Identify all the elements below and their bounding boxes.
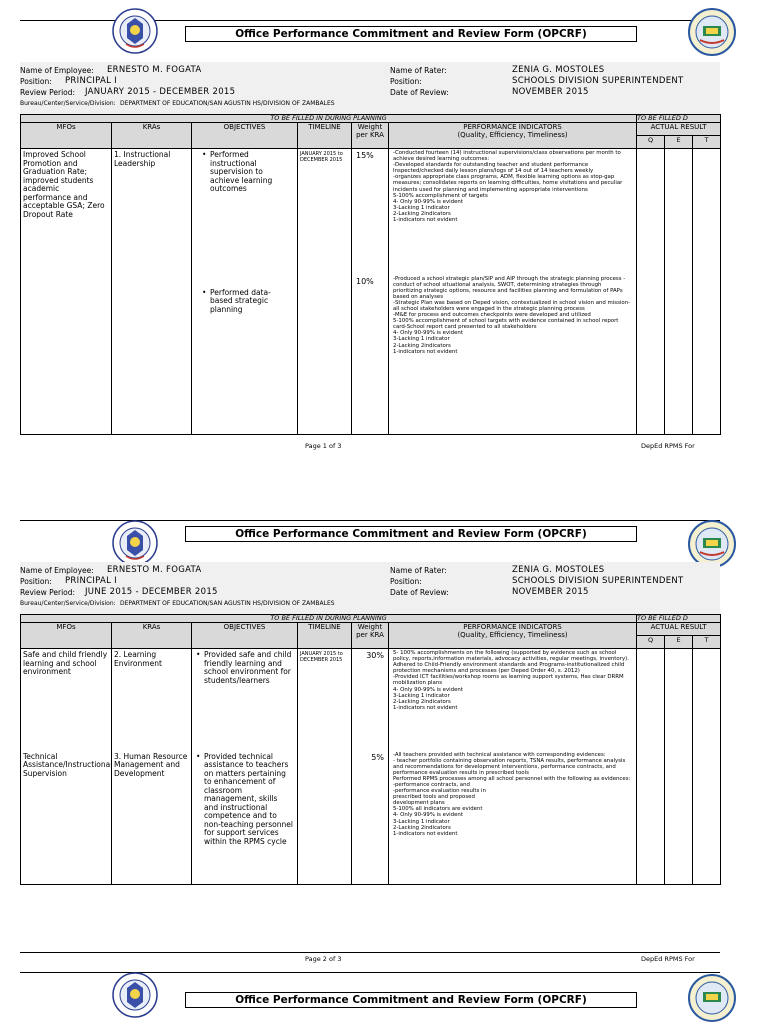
kra-cell: 2. Learning Environment bbox=[112, 649, 192, 751]
indicator-cell: 5- 100% accomplishments on the following (supported by evidence such as school policy, reports,information materials, advocacy activities, regular meetings, inventory). Adhered to Child-Friendly environment standards and Programs-institutionalized child protection mechanisms and processes (per Deped Order 40, s. 2012) -Provided ICT facilities/workshop rooms as learning support systems, Has clear DRRM mobilization plans 4- Only 90-99% is evident 3-Lacking 1 indicator 2-Lacking 2indicators 1-indicators not evident bbox=[389, 649, 637, 751]
rating-t-cell bbox=[693, 149, 721, 435]
bureau-label: Bureau/Center/Service/Division: bbox=[20, 100, 116, 107]
column-headers bbox=[21, 123, 721, 136]
mfo-cell: Technical Assistance/Instructional Supervision bbox=[21, 751, 112, 885]
indicator-cell: -Produced a school strategic plan/SIP and AIP through the strategic planning process - conduct of school situational analysis, SWOT, determining strategies through prioritizing strategic options, resource and facilities planning and formulation of PAPs based on analyses -Strategic Plan was based on Deped vision, contextualized in school vision and mission-all school stakeholders were engaged in the strategic planning process -M&E for process and outcomes checkpoints were developed and utilized 5-100% accomplishment of school targets with evidence contained in school report card-School report card presented to all stakeholders 4- Only 90-99% is evident 3-Lacking 1 indicator 2-Lacking 2indicators 1-indicators not evident bbox=[389, 275, 637, 435]
rater-position: SCHOOLS DIVISION SUPERINTENDENT bbox=[512, 576, 684, 586]
rater-position: SCHOOLS DIVISION SUPERINTENDENT bbox=[512, 76, 684, 86]
bureau-value: DEPARTMENT OF EDUCATION/SAN AGUSTIN HS/DIVISION OF ZAMBALES bbox=[120, 100, 335, 107]
objective-cell bbox=[192, 751, 298, 885]
col-t: T bbox=[693, 636, 721, 649]
opcrf-table bbox=[20, 614, 721, 885]
employee-label: Name of Employee: bbox=[20, 566, 94, 575]
objective-item: • Performed data-based strategic planning bbox=[202, 289, 293, 315]
rater-position-label: Position: bbox=[390, 577, 422, 586]
form-title: Office Performance Commitment and Review Form (OPCRF) bbox=[185, 526, 637, 542]
deped-seal-icon bbox=[112, 520, 158, 566]
mfo-cell: Improved School Promotion and Graduation Rate; improved students academic performance and acceptable GSA; Zero Dropout Rate bbox=[21, 149, 112, 435]
mfo-cell: Safe and child friendly learning and school environment bbox=[21, 649, 112, 751]
col-q: Q bbox=[637, 136, 665, 149]
position-label: Position: bbox=[20, 77, 52, 86]
timeline-cell: JANUARY 2015 to DECEMBER 2015 bbox=[298, 149, 352, 435]
objective-cell bbox=[192, 149, 298, 275]
date-review: NOVEMBER 2015 bbox=[512, 87, 589, 97]
weight-cell: 15% bbox=[352, 149, 389, 275]
date-review: NOVEMBER 2015 bbox=[512, 587, 589, 597]
objective-item: • Provided safe and child friendly learning and school environment for students/learners bbox=[196, 651, 293, 685]
pi-subtitle: (Quality, Efficiency, Timeliness) bbox=[457, 631, 568, 639]
column-headers bbox=[21, 623, 721, 636]
deped-seal-icon bbox=[112, 972, 158, 1018]
form-header bbox=[20, 968, 720, 1024]
review-period-label: Review Period: bbox=[20, 88, 76, 97]
table-row bbox=[21, 751, 721, 885]
form-page-1 bbox=[20, 0, 720, 450]
employee-position: PRINCIPAL I bbox=[65, 576, 117, 586]
form-page-2 bbox=[20, 512, 720, 963]
planning-band bbox=[21, 115, 721, 123]
col-t: T bbox=[693, 136, 721, 149]
page-number: Page 1 of 3 bbox=[305, 442, 342, 450]
col-e: E bbox=[665, 136, 693, 149]
rater-name: ZENIA G. MOSTOLES bbox=[512, 65, 605, 75]
col-timeline: TIMELINE bbox=[298, 123, 352, 149]
objective-item: • Provided technical assistance to teachers on matters pertaining to enhancement of classroom management, skills and instructional competence and to non-teaching personnel for support services within the RPMS cycle bbox=[196, 753, 293, 847]
col-kras: KRAs bbox=[112, 623, 192, 649]
employee-label: Name of Employee: bbox=[20, 66, 94, 75]
bureau-label: Bureau/Center/Service/Division: bbox=[20, 600, 116, 607]
form-title: Office Performance Commitment and Review Form (OPCRF) bbox=[185, 26, 637, 42]
employee-name: ERNESTO M. FOGATA bbox=[107, 565, 202, 575]
table-row bbox=[21, 149, 721, 275]
employee-info bbox=[20, 562, 720, 614]
footer-form-name: DepEd RPMS For bbox=[641, 442, 695, 450]
pi-subtitle: (Quality, Efficiency, Timeliness) bbox=[457, 131, 568, 139]
band-right: TO BE FILLED D bbox=[637, 115, 721, 123]
col-actual-result: ACTUAL RESULT bbox=[637, 123, 721, 136]
employee-name: ERNESTO M. FOGATA bbox=[107, 65, 202, 75]
rating-t-cell bbox=[693, 649, 721, 885]
col-mfos: MFOs bbox=[21, 123, 112, 149]
rater-label: Name of Rater: bbox=[390, 566, 447, 575]
col-kras: KRAs bbox=[112, 123, 192, 149]
rating-e-cell bbox=[665, 649, 693, 885]
col-timeline: TIMELINE bbox=[298, 623, 352, 649]
objective-cell bbox=[192, 649, 298, 751]
col-performance-indicators bbox=[389, 123, 637, 149]
rating-q-cell bbox=[637, 649, 665, 885]
rating-e-cell bbox=[665, 149, 693, 435]
kra-cell: 3. Human Resource Management and Development bbox=[112, 751, 192, 885]
indicator-cell: -Conducted fourteen (14) instructional supervisions/class observations per month to achieve desired learning outcomes: -Developed standards for outstanding teacher and student performance Inspected/checked daily lesson plans/logs of 14 out of 14 teachers weekly -organizes appropriate class programs, ADM, flexible learning options as stop-gap measures; consolidates reports on learning difficulties, home visitations and peculiar incidents used for planning and implementing appropriate interventions 5-100% accomplishment of targets 4- Only 90-99% is evident 3-Lacking 1 indicator 2-Lacking 2indicators 1-indicators not evident bbox=[389, 149, 637, 275]
col-actual-result: ACTUAL RESULT bbox=[637, 623, 721, 636]
col-q: Q bbox=[637, 636, 665, 649]
col-weight: Weight per KRA bbox=[352, 623, 389, 649]
date-review-label: Date of Review: bbox=[390, 88, 449, 97]
weight-cell: 5% bbox=[352, 751, 389, 885]
planning-band bbox=[21, 615, 721, 623]
position-label: Position: bbox=[20, 577, 52, 586]
school-seal-icon bbox=[688, 974, 736, 1022]
opcrf-table bbox=[20, 114, 721, 435]
review-period: JANUARY 2015 - DECEMBER 2015 bbox=[85, 87, 236, 97]
band-planning: TO BE FILLED IN DURING PLANNING bbox=[21, 615, 637, 623]
rater-label: Name of Rater: bbox=[390, 66, 447, 75]
pi-title: PERFORMANCE INDICATORS bbox=[463, 123, 562, 131]
form-title: Office Performance Commitment and Review Form (OPCRF) bbox=[185, 992, 637, 1008]
form-page-3 bbox=[20, 968, 720, 1024]
indicator-cell: -All teachers provided with technical assistance with corresponding evidences: - teacher portfolio containing observation reports, TSNA results, performance analysis and recommendations for development interventions, performance contracts, and performance evaluation results in prescribed tools Performed RPMS processes among all school personnel with the following as evidences: -performance contracts, and -performance evaluation results in prescribed tools and proposed development plans 5-100% all indicators are evident 4- Only 90-99% is evident 3-Lacking 1 indicator 2-Lacking 2indicators 1-indicators not evident bbox=[389, 751, 637, 885]
date-review-label: Date of Review: bbox=[390, 588, 449, 597]
rater-position-label: Position: bbox=[390, 77, 422, 86]
pi-title: PERFORMANCE INDICATORS bbox=[463, 623, 562, 631]
col-performance-indicators bbox=[389, 623, 637, 649]
rater-name: ZENIA G. MOSTOLES bbox=[512, 565, 605, 575]
kra-cell: 1. Instructional Leadership bbox=[112, 149, 192, 435]
school-seal-icon bbox=[688, 8, 736, 56]
employee-info bbox=[20, 62, 720, 114]
deped-seal-icon bbox=[112, 8, 158, 54]
col-mfos: MFOs bbox=[21, 623, 112, 649]
rating-q-cell bbox=[637, 149, 665, 435]
band-planning: TO BE FILLED IN DURING PLANNING bbox=[21, 115, 637, 123]
review-period: JUNE 2015 - DECEMBER 2015 bbox=[85, 587, 218, 597]
form-header bbox=[20, 0, 720, 62]
bureau-value: DEPARTMENT OF EDUCATION/SAN AGUSTIN HS/DIVISION OF ZAMBALES bbox=[120, 600, 335, 607]
objective-cell bbox=[192, 275, 298, 435]
table-row bbox=[21, 649, 721, 751]
col-weight: Weight per KRA bbox=[352, 123, 389, 149]
employee-position: PRINCIPAL I bbox=[65, 76, 117, 86]
weight-cell: 10% bbox=[352, 275, 389, 435]
col-e: E bbox=[665, 636, 693, 649]
footer-form-name: DepEd RPMS For bbox=[641, 955, 695, 963]
band-right: TO BE FILLED D bbox=[637, 615, 721, 623]
col-objectives: OBJECTIVES bbox=[192, 123, 298, 149]
col-objectives: OBJECTIVES bbox=[192, 623, 298, 649]
page-number: Page 2 of 3 bbox=[305, 955, 342, 963]
school-seal-icon bbox=[688, 520, 736, 568]
review-period-label: Review Period: bbox=[20, 588, 76, 597]
timeline-cell: JANUARY 2015 to DECEMBER 2015 bbox=[298, 649, 352, 885]
weight-cell: 30% bbox=[352, 649, 389, 751]
objective-item: • Performed instructional supervision to achieve learning outcomes bbox=[202, 151, 293, 194]
